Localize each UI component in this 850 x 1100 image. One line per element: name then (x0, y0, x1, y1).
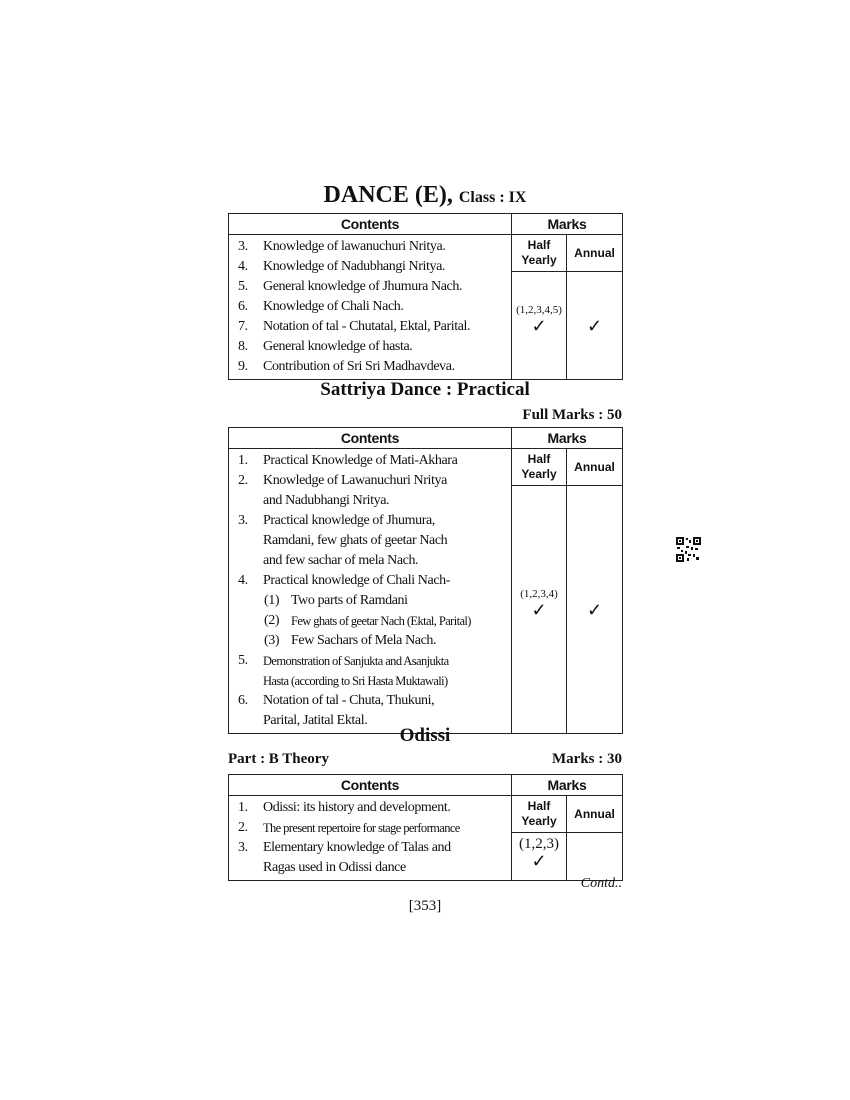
qr-code-icon (676, 537, 701, 562)
marks-30: Marks : 30 (552, 751, 622, 767)
list-item: (2) Few ghats of geetar Nach (Ektal, Parital) (264, 613, 471, 628)
half-yearly-marks (512, 486, 567, 734)
contents-list (229, 235, 512, 380)
list-item: (1) Two parts of Ramdani (264, 593, 408, 608)
list-item: Ramdani, few ghats of geetar Nach (263, 533, 448, 548)
continued-note: Contd.. (580, 876, 622, 891)
check-icon: ✓ (531, 851, 547, 871)
check-icon: ✓ (586, 315, 603, 336)
check-icon: ✓ (531, 599, 547, 620)
page-title (228, 180, 622, 213)
list-item: 1. Practical Knowledge of Mati-Akhara (238, 453, 458, 468)
list-item: 2. Knowledge of Lawanuchuri Nritya (238, 473, 447, 488)
list-item: and few sachar of mela Nach. (263, 553, 419, 568)
contents-header: Contents (229, 214, 512, 235)
list-item: Parital, Jatital Ektal. (263, 713, 368, 728)
practical-table (228, 427, 623, 734)
contents-list (229, 796, 512, 881)
full-marks: Full Marks : 50 (522, 407, 622, 423)
contents-header: Contents (229, 428, 512, 449)
contents-header: Contents (229, 775, 512, 796)
marks-header: Marks (512, 428, 623, 449)
half-yearly-units: (1,2,3,4,5) (516, 303, 562, 316)
list-item: Hasta (according to Sri Hasta Muktawali) (263, 674, 448, 688)
part-b-theory: Part : B Theory (228, 751, 329, 767)
annual-header: Annual (567, 235, 623, 272)
list-item: 1. Odissi: its history and development. (238, 800, 451, 815)
half-yearly-header: Half Yearly (512, 235, 567, 272)
contents-list (229, 449, 512, 734)
list-item: 7. Notation of tal - Chutatal, Ektal, Parital. (238, 319, 471, 334)
list-item: 9. Contribution of Sri Sri Madhavdeva. (238, 359, 455, 374)
annual-header: Annual (567, 449, 623, 486)
page-number: [353] (408, 898, 442, 914)
half-yearly-header: Half Yearly (512, 796, 567, 833)
list-item: 6. Knowledge of Chali Nach. (238, 299, 404, 314)
annual-header: Annual (567, 796, 623, 833)
check-icon: ✓ (531, 315, 547, 336)
section-title-odissi: Odissi (399, 725, 451, 746)
half-yearly-units: (1,2,3) (519, 836, 559, 852)
list-item: 3. Elementary knowledge of Talas and (238, 840, 451, 855)
list-item: 5. General knowledge of Jhumura Nach. (238, 279, 463, 294)
theory-table (228, 213, 623, 380)
list-item: 6. Notation of tal - Chuta, Thukuni, (238, 693, 435, 708)
title-main: DANCE (E), (323, 182, 453, 208)
list-item: 5. Demonstration of Sanjukta and Asanjukta (238, 653, 449, 668)
annual-marks (567, 486, 623, 734)
marks-header: Marks (512, 775, 623, 796)
list-item: 4. Knowledge of Nadubhangi Nritya. (238, 259, 445, 274)
marks-header: Marks (512, 214, 623, 235)
half-yearly-header: Half Yearly (512, 449, 567, 486)
half-yearly-marks (512, 272, 567, 380)
list-item: (3) Few Sachars of Mela Nach. (264, 633, 437, 648)
half-yearly-units: (1,2,3,4) (520, 587, 558, 600)
check-icon: ✓ (586, 599, 603, 620)
odissi-table (228, 774, 623, 881)
annual-marks (567, 272, 623, 380)
list-item: 3. Practical knowledge of Jhumura, (238, 513, 435, 528)
title-class: Class : IX (458, 189, 527, 206)
list-item: 3. Knowledge of lawanuchuri Nritya. (238, 239, 446, 254)
list-item: 2. The present repertoire for stage performance (238, 820, 460, 835)
list-item: and Nadubhangi Nritya. (263, 493, 390, 508)
list-item: Ragas used in Odissi dance (263, 860, 406, 875)
annual-marks (567, 833, 623, 881)
half-yearly-marks (512, 833, 567, 881)
list-item: 8. General knowledge of hasta. (238, 339, 413, 354)
list-item: 4. Practical knowledge of Chali Nach- (238, 573, 450, 588)
section-title-sattriya: Sattriya Dance : Practical (320, 379, 530, 400)
